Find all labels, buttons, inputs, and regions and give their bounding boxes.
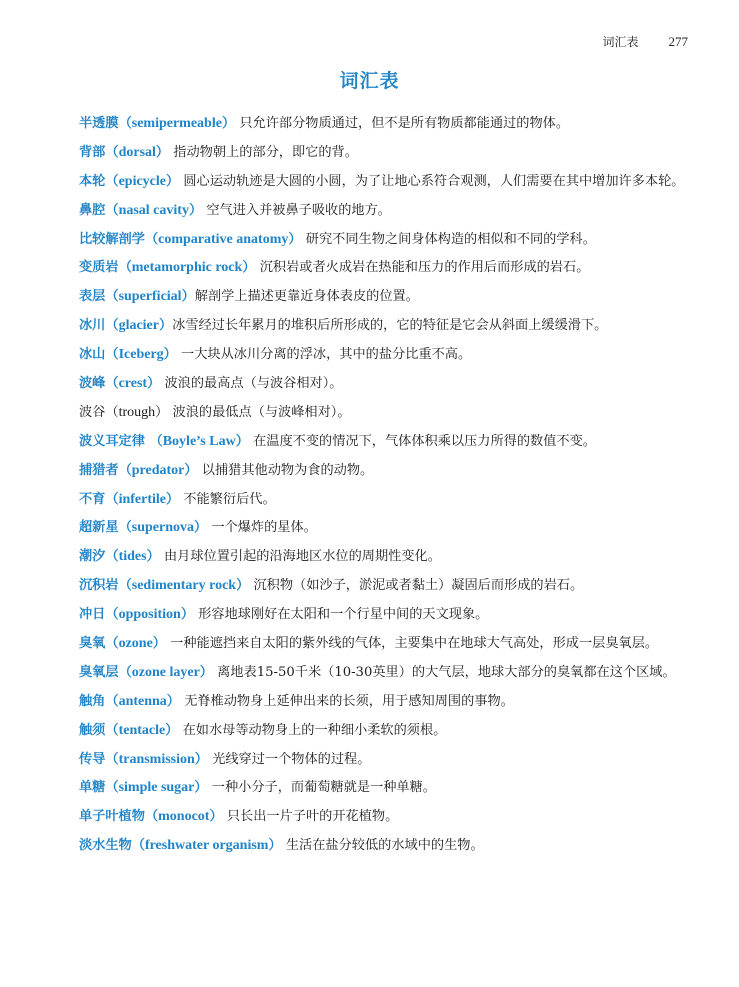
term-definition: 沉积物（如沙子，淤泥或者黏土）凝固后而形成的岩石。 xyxy=(253,578,584,594)
glossary-term: 本轮（epicycle） xyxy=(79,173,180,189)
glossary-term: 传导（transmission） xyxy=(79,751,208,767)
glossary-entry xyxy=(79,776,691,801)
term-english: antenna xyxy=(118,693,167,709)
term-english: ozone layer xyxy=(131,664,200,680)
glossary-term: 淡水生物（freshwater organism） xyxy=(79,838,282,854)
glossary-entry xyxy=(79,574,691,599)
term-definition: 沉积岩或者火成岩在热能和压力的作用后而形成的岩石。 xyxy=(259,260,590,276)
page-title: 词汇表 xyxy=(339,70,400,92)
term-definition: 冰雪经过长年累月的堆积后所形成的，它的特征是它会从斜面上缓缓滑下。 xyxy=(172,318,608,334)
glossary-term: 鼻腔（nasal cavity） xyxy=(79,202,203,218)
term-chinese: 触角 xyxy=(79,693,106,709)
term-chinese: 本轮 xyxy=(79,173,106,189)
term-english: transmission xyxy=(118,751,195,767)
glossary-term: 触须（tentacle） xyxy=(79,722,179,738)
term-chinese: 臭氧层 xyxy=(79,664,119,680)
term-chinese: 触须 xyxy=(79,722,106,738)
term-definition: 一个爆炸的星体。 xyxy=(211,520,317,536)
glossary-term: 波义耳定律 （Boyle’s Law） xyxy=(79,433,249,449)
term-chinese: 沉积岩 xyxy=(79,578,119,594)
glossary-term: 波谷（trough） xyxy=(79,404,169,420)
glossary-term: 臭氧（ozone） xyxy=(79,636,166,652)
glossary-entry xyxy=(79,545,691,570)
term-english: epicycle xyxy=(118,173,166,189)
term-definition: 由月球位置引起的沿海地区水位的周期性变化。 xyxy=(163,549,441,565)
glossary-term: 沉积岩（sedimentary rock） xyxy=(79,578,250,594)
glossary-entry xyxy=(79,256,691,281)
term-english: Iceberg xyxy=(118,347,164,363)
term-definition: 一种能遮挡来自太阳的紫外线的气体，主要集中在地球大气高处，形成一层臭氧层。 xyxy=(170,636,659,652)
glossary-entry xyxy=(79,690,691,715)
glossary-term: 背部（dorsal） xyxy=(79,144,170,160)
glossary-term: 潮汐（tides） xyxy=(79,549,160,565)
glossary-entry xyxy=(79,112,691,137)
glossary-term: 冰川（glacier） xyxy=(79,318,173,334)
term-definition: 在如水母等动物身上的一种细小柔软的须根。 xyxy=(182,722,447,738)
glossary-entry xyxy=(79,516,691,541)
term-chinese: 冰山 xyxy=(79,347,106,363)
term-definition: 研究不同生物之间身体构造的相似和不同的学科。 xyxy=(305,231,596,247)
glossary-term: 触角（antenna） xyxy=(79,693,180,709)
term-chinese: 比较解剖学 xyxy=(79,231,145,247)
term-english: comparative anatomy xyxy=(158,231,289,247)
glossary-term: 半透膜（semipermeable） xyxy=(79,116,236,131)
term-chinese: 传导 xyxy=(79,751,106,767)
term-definition: 不能繁衍后代。 xyxy=(183,491,276,507)
glossary-entry xyxy=(79,228,691,253)
term-english: monocot xyxy=(158,809,210,825)
running-head xyxy=(602,33,688,50)
term-chinese: 不育 xyxy=(79,491,106,507)
glossary-entry xyxy=(79,170,691,195)
term-definition: 一大块从冰川分离的浮冰，其中的盐分比重不高。 xyxy=(181,347,472,363)
term-definition: 波浪的最低点（与波峰相对）。 xyxy=(172,404,351,420)
glossary-entry xyxy=(79,748,691,773)
term-definition: 解剖学上描述更靠近身体表皮的位置。 xyxy=(194,289,419,305)
term-english: glacier xyxy=(118,318,159,334)
glossary-entry xyxy=(79,285,691,310)
glossary-term: 表层（superficial） xyxy=(79,289,195,305)
term-english: sedimentary rock xyxy=(131,578,237,594)
term-definition: 只允许部分物质通过，但不是所有物质都能通过的物体。 xyxy=(239,116,570,131)
term-english: simple sugar xyxy=(118,780,195,796)
glossary-entry xyxy=(79,401,691,426)
term-chinese: 波谷 xyxy=(79,404,106,420)
term-definition: 生活在盐分较低的水域中的生物。 xyxy=(285,838,484,854)
glossary-entry xyxy=(79,719,691,744)
glossary-entry xyxy=(79,632,691,657)
term-chinese: 超新星 xyxy=(79,520,119,536)
term-definition: 以捕猎其他动物为食的动物。 xyxy=(201,462,374,478)
glossary-entry xyxy=(79,141,691,166)
term-english: metamorphic rock xyxy=(131,260,243,276)
glossary-entry xyxy=(79,372,691,397)
glossary-entry xyxy=(79,661,691,686)
term-definition: 形容地球刚好在太阳和一个行星中间的天文现象。 xyxy=(198,607,489,623)
term-definition: 光线穿过一个物体的过程。 xyxy=(212,751,371,767)
term-chinese: 波义耳定律 xyxy=(79,433,145,449)
term-definition: 波浪的最高点（与波谷相对）。 xyxy=(164,376,343,392)
term-chinese: 波峰 xyxy=(79,376,106,392)
term-english: dorsal xyxy=(118,144,156,160)
term-definition: 离地表15-50千米（10-30英里）的大气层，地球大部分的臭氧都在这个区域。 xyxy=(217,664,676,680)
glossary-entry xyxy=(79,314,691,339)
term-definition: 指动物朝上的部分，即它的背。 xyxy=(173,144,358,160)
glossary-term: 冲日（opposition） xyxy=(79,607,194,623)
term-chinese: 冲日 xyxy=(79,607,106,623)
term-definition: 空气进入并被鼻子吸收的地方。 xyxy=(206,202,391,218)
term-english: ozone xyxy=(118,636,153,652)
term-chinese: 鼻腔 xyxy=(79,202,106,218)
term-english: tides xyxy=(118,549,147,565)
running-head-section: 词汇表 xyxy=(602,35,639,49)
glossary-term: 捕猎者（predator） xyxy=(79,462,198,478)
glossary-term: 超新星（supernova） xyxy=(79,520,208,536)
glossary-entry xyxy=(79,459,691,484)
term-english: opposition xyxy=(118,607,181,623)
term-chinese: 捕猎者 xyxy=(79,462,119,478)
term-chinese: 淡水生物 xyxy=(79,838,132,854)
glossary-entry xyxy=(79,834,691,859)
term-english: freshwater organism xyxy=(144,838,269,854)
glossary-term: 波峰（crest） xyxy=(79,376,161,392)
term-chinese: 单子叶植物 xyxy=(79,809,145,825)
glossary-entry xyxy=(79,430,691,455)
term-chinese: 臭氧 xyxy=(79,636,106,652)
glossary-entry xyxy=(79,199,691,224)
term-chinese: 潮汐 xyxy=(79,549,106,565)
term-english: nasal cavity xyxy=(118,202,189,218)
term-chinese: 背部 xyxy=(79,144,106,160)
term-chinese: 表层 xyxy=(79,289,106,305)
glossary-term: 单子叶植物（monocot） xyxy=(79,809,223,825)
term-english: superficial xyxy=(118,289,182,305)
term-english: trough xyxy=(118,404,156,420)
term-english: predator xyxy=(131,462,185,478)
glossary-term: 冰山（Iceberg） xyxy=(79,347,177,363)
term-english: infertile xyxy=(118,491,166,507)
term-definition: 在温度不变的情况下，气体体积乘以压力所得的数值不变。 xyxy=(253,433,596,449)
term-chinese: 单糖 xyxy=(79,780,106,796)
term-english: semipermeable xyxy=(131,116,222,131)
glossary-entry xyxy=(79,488,691,513)
glossary-term: 比较解剖学（comparative anatomy） xyxy=(79,231,302,247)
glossary-entry xyxy=(79,343,691,368)
term-definition: 无脊椎动物身上延伸出来的长须，用于感知周围的事物。 xyxy=(184,693,514,709)
term-english: tentacle xyxy=(118,722,166,738)
term-chinese: 冰川 xyxy=(79,318,106,334)
term-chinese: 半透膜 xyxy=(79,116,119,131)
page-number: 277 xyxy=(668,34,688,49)
term-definition: 圆心运动轨迹是大圆的小圆，为了让地心系符合观测，人们需要在其中增加许多本轮。 xyxy=(183,173,685,189)
glossary-term: 单糖（simple sugar） xyxy=(79,780,208,796)
glossary-term: 不育（infertile） xyxy=(79,491,180,507)
glossary-term: 变质岩（metamorphic rock） xyxy=(79,260,256,276)
term-english: supernova xyxy=(131,520,194,536)
term-english: Boyle’s Law xyxy=(162,433,236,449)
glossary-list xyxy=(79,112,691,863)
term-definition: 一种小分子，而葡萄糖就是一种单糖。 xyxy=(211,780,436,796)
glossary-term: 臭氧层（ozone layer） xyxy=(79,664,213,680)
term-english: crest xyxy=(118,376,148,392)
glossary-entry xyxy=(79,603,691,628)
glossary-entry xyxy=(79,805,691,830)
term-definition: 只长出一片子叶的开花植物。 xyxy=(226,809,399,825)
term-chinese: 变质岩 xyxy=(79,260,119,276)
